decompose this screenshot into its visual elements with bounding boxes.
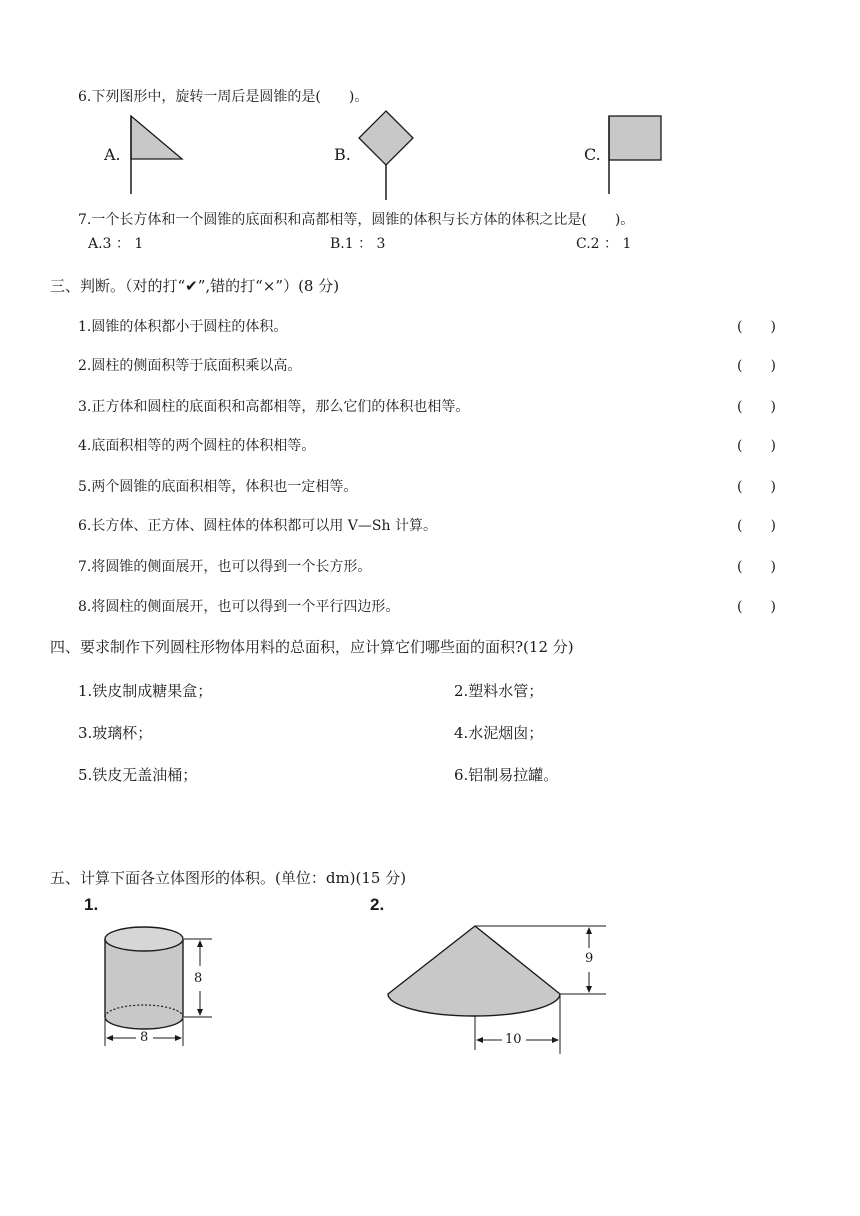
fig2-height-label: 9 [585, 951, 594, 966]
fig2-number: 2. [370, 895, 385, 914]
judge-item-4: 4.底面积相等的两个圆柱的体积相等。 [78, 438, 316, 454]
s4-item-6: 6.铝制易拉罐。 [454, 766, 559, 784]
fig1-number: 1. [84, 895, 99, 914]
s4-item-2: 2.塑料水管； [454, 682, 544, 700]
q7-option-b: B.1 ： 3 [330, 236, 386, 252]
judge-answer-4[interactable]: ( ) [737, 438, 776, 454]
judge-item-1: 1.圆锥的体积都小于圆柱的体积。 [78, 319, 288, 335]
s4-item-3: 3.玻璃杯； [78, 724, 153, 742]
s4-item-5: 5.铁皮无盖油桶； [78, 766, 198, 784]
q6-option-b-figure [356, 108, 418, 202]
cylinder-figure [96, 922, 222, 1052]
q6-option-c-label: C. [584, 145, 601, 164]
q6-option-c-figure [606, 114, 666, 196]
section4-title: 四、要求制作下列圆柱形物体用料的总面积，应计算它们哪些面的面积?(12 分) [50, 638, 574, 656]
q6-option-a-label: A. [104, 145, 121, 164]
judge-answer-1[interactable]: ( ) [737, 319, 776, 335]
judge-answer-2[interactable]: ( ) [737, 358, 776, 374]
judge-answer-8[interactable]: ( ) [737, 599, 776, 615]
fig1-diameter-label: 8 [140, 1030, 149, 1045]
q6-text: 6.下列图形中，旋转一周后是圆锥的是( )。 [78, 89, 369, 105]
fig2-radius-label: 10 [505, 1032, 522, 1047]
judge-answer-7[interactable]: ( ) [737, 559, 776, 575]
judge-item-2: 2.圆柱的侧面积等于底面积乘以高。 [78, 358, 302, 374]
section3-title: 三、判断。（对的打“✔”,错的打“×”）(8 分) [50, 277, 340, 295]
cone-figure [384, 918, 612, 1058]
q7-option-c: C.2 ： 1 [576, 236, 632, 252]
judge-item-6: 6.长方体、正方体、圆柱体的体积都可以用 V—Sh 计算。 [78, 518, 437, 534]
q6-option-a-figure [126, 114, 186, 196]
judge-item-8: 8.将圆柱的侧面展开，也可以得到一个平行四边形。 [78, 599, 400, 615]
judge-answer-5[interactable]: ( ) [737, 479, 776, 495]
judge-answer-3[interactable]: ( ) [737, 399, 776, 415]
q6-option-b-label: B. [334, 145, 351, 164]
judge-item-5: 5.两个圆锥的底面积相等，体积也一定相等。 [78, 479, 358, 495]
judge-item-7: 7.将圆锥的侧面展开，也可以得到一个长方形。 [78, 559, 372, 575]
s4-item-1: 1.铁皮制成糖果盒； [78, 682, 213, 700]
s4-item-4: 4.水泥烟囱； [454, 724, 544, 742]
section5-title: 五、计算下面各立体图形的体积。(单位：dm)(15 分) [50, 869, 407, 887]
judge-item-3: 3.正方体和圆柱的底面积和高都相等，那么它们的体积也相等。 [78, 399, 470, 415]
q7-option-a: A.3 ： 1 [88, 236, 144, 252]
fig1-height-label: 8 [194, 971, 203, 986]
q7-text: 7.一个长方体和一个圆锥的底面积和高都相等，圆锥的体积与长方体的体积之比是( )。 [78, 212, 635, 228]
judge-answer-6[interactable]: ( ) [737, 518, 776, 534]
